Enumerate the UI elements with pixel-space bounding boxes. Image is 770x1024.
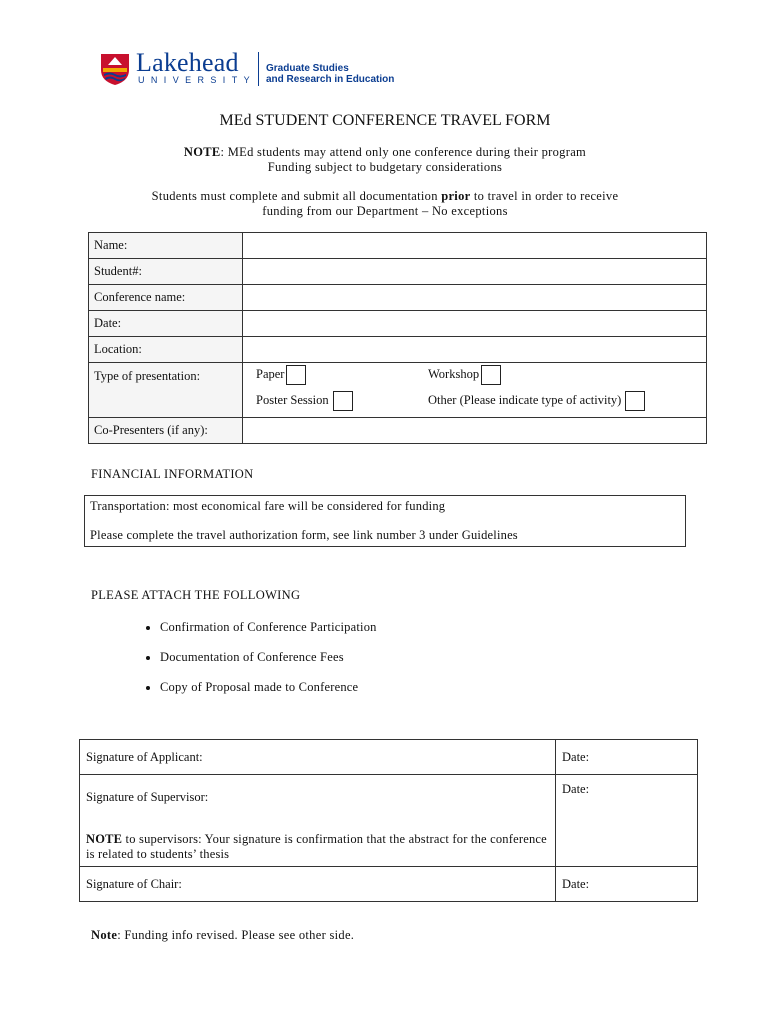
student-info-table bbox=[88, 232, 707, 444]
table-row bbox=[80, 867, 698, 902]
applicant-signature-field[interactable] bbox=[80, 740, 556, 775]
list-item: • Confirmation of Conference Participation bbox=[160, 612, 377, 642]
workshop-label: Workshop bbox=[428, 366, 480, 381]
attach-heading: PLEASE ATTACH THE FOLLOWING bbox=[91, 588, 301, 602]
supervisor-note-text: to supervisors: Your signature is confirmation that the abstract for the conference is related to students’ thesis bbox=[86, 832, 547, 861]
copresenters-label: Co-Presenters (if any): bbox=[89, 418, 243, 444]
chair-date-field[interactable] bbox=[556, 867, 698, 902]
footer-note-label: Note bbox=[91, 928, 118, 942]
instructions-line-1 bbox=[0, 189, 770, 204]
poster-checkbox[interactable] bbox=[333, 391, 353, 411]
note-line-2: Funding subject to budgetary considerations bbox=[267, 160, 503, 174]
supervisor-date-label: Date: bbox=[562, 782, 590, 796]
logo-wordmark: Lakehead bbox=[136, 48, 239, 77]
table-row bbox=[89, 259, 707, 285]
table-row bbox=[89, 337, 707, 363]
applicant-date-label: Date: bbox=[562, 749, 590, 764]
date-label: Date: bbox=[89, 311, 243, 337]
table-row bbox=[89, 285, 707, 311]
student-number-label: Student#: bbox=[89, 259, 243, 285]
paper-option[interactable] bbox=[256, 365, 306, 385]
date-field[interactable] bbox=[243, 311, 707, 337]
table-row bbox=[80, 740, 698, 775]
crest-icon bbox=[98, 52, 132, 86]
table-row bbox=[89, 311, 707, 337]
financial-box bbox=[84, 495, 686, 547]
instructions-bold: prior bbox=[441, 189, 471, 203]
supervisor-note-label: NOTE bbox=[86, 832, 123, 846]
instructions-line-2: funding from our Department – No exceptions bbox=[262, 204, 508, 218]
other-label: Other (Please indicate type of activity) bbox=[428, 392, 622, 407]
note-label: NOTE bbox=[183, 145, 221, 159]
department-name bbox=[266, 63, 394, 85]
name-field[interactable] bbox=[243, 233, 707, 259]
applicant-date-field[interactable] bbox=[556, 740, 698, 775]
financial-heading: FINANCIAL INFORMATION bbox=[91, 467, 254, 481]
location-field[interactable] bbox=[243, 337, 707, 363]
supervisor-date-field[interactable] bbox=[556, 775, 698, 867]
table-row bbox=[89, 418, 707, 444]
instructions-before: Students must complete and submit all documentation bbox=[151, 189, 442, 203]
conference-name-label: Conference name: bbox=[89, 285, 243, 311]
chair-signature-label: Signature of Chair: bbox=[86, 876, 182, 891]
table-row bbox=[89, 233, 707, 259]
supervisor-signature-field[interactable] bbox=[80, 775, 556, 867]
name-label: Name: bbox=[89, 233, 243, 259]
paper-label: Paper bbox=[256, 366, 285, 381]
logo-university: UNIVERSITY bbox=[138, 75, 257, 85]
supervisor-note bbox=[86, 832, 549, 862]
chair-date-label: Date: bbox=[562, 876, 590, 891]
table-row bbox=[80, 775, 698, 867]
list-item: • Copy of Proposal made to Conference bbox=[160, 672, 377, 702]
instructions-after: to travel in order to receive bbox=[470, 189, 619, 203]
note-text: : MEd students may attend only one conference during their program bbox=[220, 145, 587, 159]
presentation-type-options bbox=[243, 363, 707, 418]
signature-table bbox=[79, 739, 698, 902]
list-item: • Documentation of Conference Fees bbox=[160, 642, 377, 672]
workshop-checkbox[interactable] bbox=[481, 365, 501, 385]
transportation-text: Transportation: most economical fare will be considered for funding bbox=[90, 499, 446, 513]
paper-checkbox[interactable] bbox=[286, 365, 306, 385]
note-line-1 bbox=[0, 145, 770, 160]
chair-signature-field[interactable] bbox=[80, 867, 556, 902]
footer-note-text: : Funding info revised. Please see other side. bbox=[117, 928, 355, 942]
workshop-option[interactable] bbox=[428, 365, 501, 385]
attachment-list bbox=[140, 612, 377, 702]
department-line-2: and Research in Education bbox=[266, 74, 395, 85]
table-row bbox=[89, 363, 707, 418]
other-option[interactable] bbox=[428, 391, 645, 411]
applicant-signature-label: Signature of Applicant: bbox=[86, 749, 203, 764]
department-line-1: Graduate Studies bbox=[266, 63, 349, 74]
university-logo bbox=[98, 50, 398, 90]
form-title: MEd STUDENT CONFERENCE TRAVEL FORM bbox=[219, 112, 551, 129]
poster-option[interactable] bbox=[256, 391, 353, 411]
travel-authorization-text: Please complete the travel authorization form, see link number 3 under Guidelines bbox=[90, 528, 518, 542]
logo-divider bbox=[258, 52, 259, 86]
copresenters-field[interactable] bbox=[243, 418, 707, 444]
poster-label: Poster Session bbox=[256, 392, 329, 407]
other-checkbox[interactable] bbox=[625, 391, 645, 411]
student-number-field[interactable] bbox=[243, 259, 707, 285]
footer-note bbox=[91, 928, 354, 943]
conference-name-field[interactable] bbox=[243, 285, 707, 311]
location-label: Location: bbox=[89, 337, 243, 363]
supervisor-signature-label: Signature of Supervisor: bbox=[86, 790, 209, 804]
presentation-type-label: Type of presentation: bbox=[89, 363, 243, 418]
